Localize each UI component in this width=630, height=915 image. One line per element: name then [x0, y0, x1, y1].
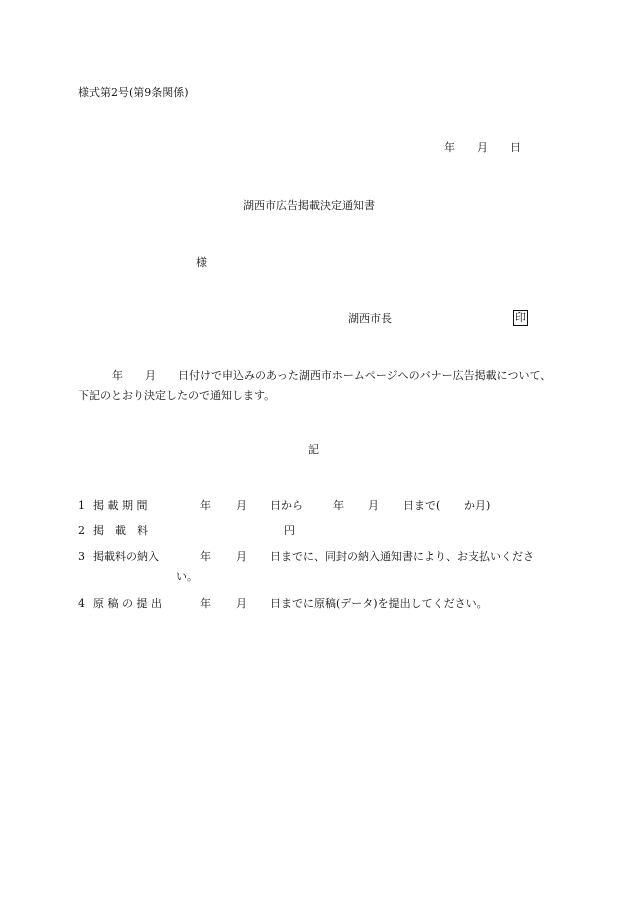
- addressee-suffix: 様: [196, 256, 207, 269]
- item-3-row: [78, 550, 558, 564]
- item-4-label: 原 稿 の 提 出: [93, 597, 162, 610]
- body-paragraph: 年 月 日付けで申込みのあった湖西市ホームページへのバナー広告掲載について、下記のとおり決定したので通知します。: [78, 369, 552, 402]
- item-3-number: 3: [78, 550, 85, 563]
- item-3-month: 月: [236, 550, 247, 563]
- item-1-number: 1: [78, 499, 85, 512]
- item-3-label: 掲載料の納入: [93, 550, 159, 563]
- item-2-row: [78, 524, 558, 538]
- item-1-month: 月: [236, 499, 247, 512]
- seal-label: 印: [515, 311, 526, 324]
- item-4-year: 年: [200, 597, 211, 610]
- item-2-yen: 円: [284, 524, 295, 537]
- form-number: 様式第2号(第9条関係): [78, 86, 189, 99]
- item-3-text: 日までに、同封の納入通知書により、お支払いくださ: [270, 550, 534, 563]
- seal-mark: [513, 310, 528, 326]
- item-4-number: 4: [78, 597, 85, 610]
- document-title: 湖西市広告掲載決定通知書: [243, 199, 375, 212]
- item-1-months: か月): [464, 499, 491, 512]
- item-1-year: 年: [200, 499, 211, 512]
- item-4-month: 月: [236, 597, 247, 610]
- item-4-text: 日までに原稿(データ)を提出してください。: [270, 597, 488, 610]
- item-1-label: 掲 載 期 間: [93, 499, 148, 512]
- issuer: 湖西市長: [348, 312, 392, 325]
- item-3-text-continued: い。: [176, 570, 198, 583]
- item-1-day-from: 日から: [270, 499, 303, 512]
- item-1-row: [78, 499, 558, 513]
- date-line: 年 月 日: [444, 141, 521, 154]
- ki-heading: 記: [308, 443, 319, 456]
- item-1-year-2: 年: [333, 499, 344, 512]
- item-4-row: [78, 597, 558, 611]
- item-2-number: 2: [78, 524, 85, 537]
- item-2-label: 掲 載 料: [93, 524, 148, 537]
- item-3-year: 年: [200, 550, 211, 563]
- item-1-month-2: 月: [368, 499, 379, 512]
- item-1-day-to: 日まで(: [403, 499, 441, 512]
